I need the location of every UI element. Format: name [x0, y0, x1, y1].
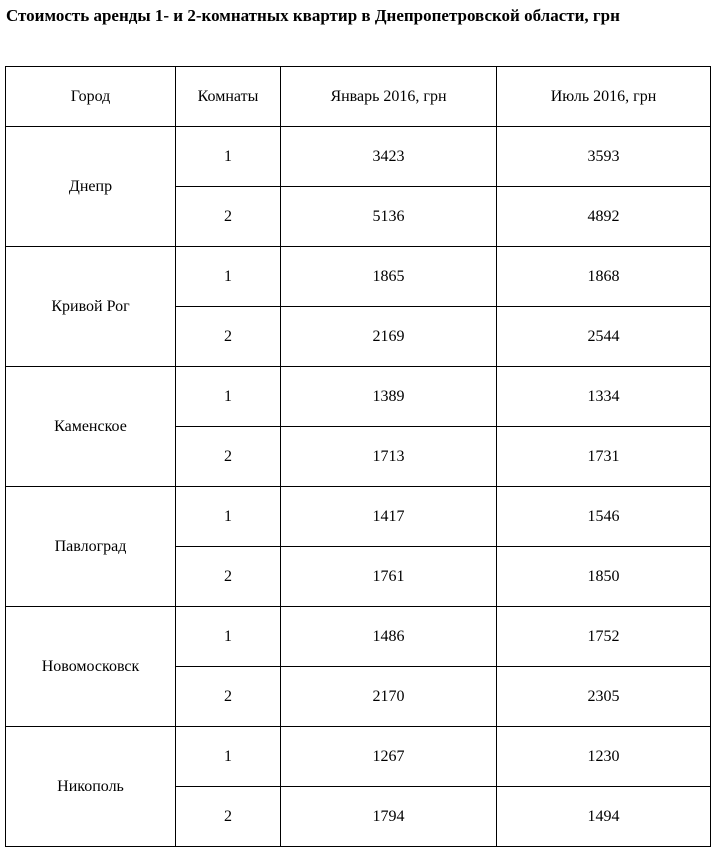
city-cell: Новомосковск — [6, 607, 176, 727]
january-price-cell: 1761 — [281, 547, 497, 607]
city-cell: Кривой Рог — [6, 247, 176, 367]
july-price-cell: 1850 — [497, 547, 711, 607]
city-cell: Каменское — [6, 367, 176, 487]
rooms-cell: 2 — [176, 667, 281, 727]
july-price-cell: 1494 — [497, 787, 711, 847]
header-row — [6, 67, 711, 127]
july-price-cell: 1731 — [497, 427, 711, 487]
july-price-cell: 1752 — [497, 607, 711, 667]
july-price-cell: 2544 — [497, 307, 711, 367]
table-row — [6, 487, 711, 547]
header-july: Июль 2016, грн — [497, 67, 711, 127]
rooms-cell: 1 — [176, 247, 281, 307]
january-price-cell: 1389 — [281, 367, 497, 427]
page-title: Стоимость аренды 1- и 2-комнатных квартир в Днепропетровской области, грн — [6, 6, 620, 25]
rooms-cell: 1 — [176, 727, 281, 787]
january-price-cell: 1713 — [281, 427, 497, 487]
table-row — [6, 247, 711, 307]
january-price-cell: 2170 — [281, 667, 497, 727]
rooms-cell: 2 — [176, 547, 281, 607]
rooms-cell: 2 — [176, 787, 281, 847]
table-row — [6, 727, 711, 787]
rooms-cell: 1 — [176, 607, 281, 667]
header-city: Город — [6, 67, 176, 127]
table-row — [6, 607, 711, 667]
table-row — [6, 367, 711, 427]
july-price-cell: 4892 — [497, 187, 711, 247]
table-row — [6, 127, 711, 187]
january-price-cell: 1865 — [281, 247, 497, 307]
july-price-cell: 2305 — [497, 667, 711, 727]
rooms-cell: 1 — [176, 487, 281, 547]
rooms-cell: 2 — [176, 307, 281, 367]
july-price-cell: 1868 — [497, 247, 711, 307]
rent-table — [5, 66, 711, 847]
rooms-cell: 1 — [176, 127, 281, 187]
july-price-cell: 1230 — [497, 727, 711, 787]
july-price-cell: 1334 — [497, 367, 711, 427]
january-price-cell: 3423 — [281, 127, 497, 187]
city-cell: Днепр — [6, 127, 176, 247]
january-price-cell: 5136 — [281, 187, 497, 247]
rooms-cell: 2 — [176, 427, 281, 487]
rooms-cell: 1 — [176, 367, 281, 427]
rooms-cell: 2 — [176, 187, 281, 247]
header-january: Январь 2016, грн — [281, 67, 497, 127]
january-price-cell: 1794 — [281, 787, 497, 847]
january-price-cell: 1486 — [281, 607, 497, 667]
january-price-cell: 1267 — [281, 727, 497, 787]
july-price-cell: 1546 — [497, 487, 711, 547]
city-cell: Никополь — [6, 727, 176, 847]
header-rooms: Комнаты — [176, 67, 281, 127]
july-price-cell: 3593 — [497, 127, 711, 187]
january-price-cell: 2169 — [281, 307, 497, 367]
city-cell: Павлоград — [6, 487, 176, 607]
january-price-cell: 1417 — [281, 487, 497, 547]
